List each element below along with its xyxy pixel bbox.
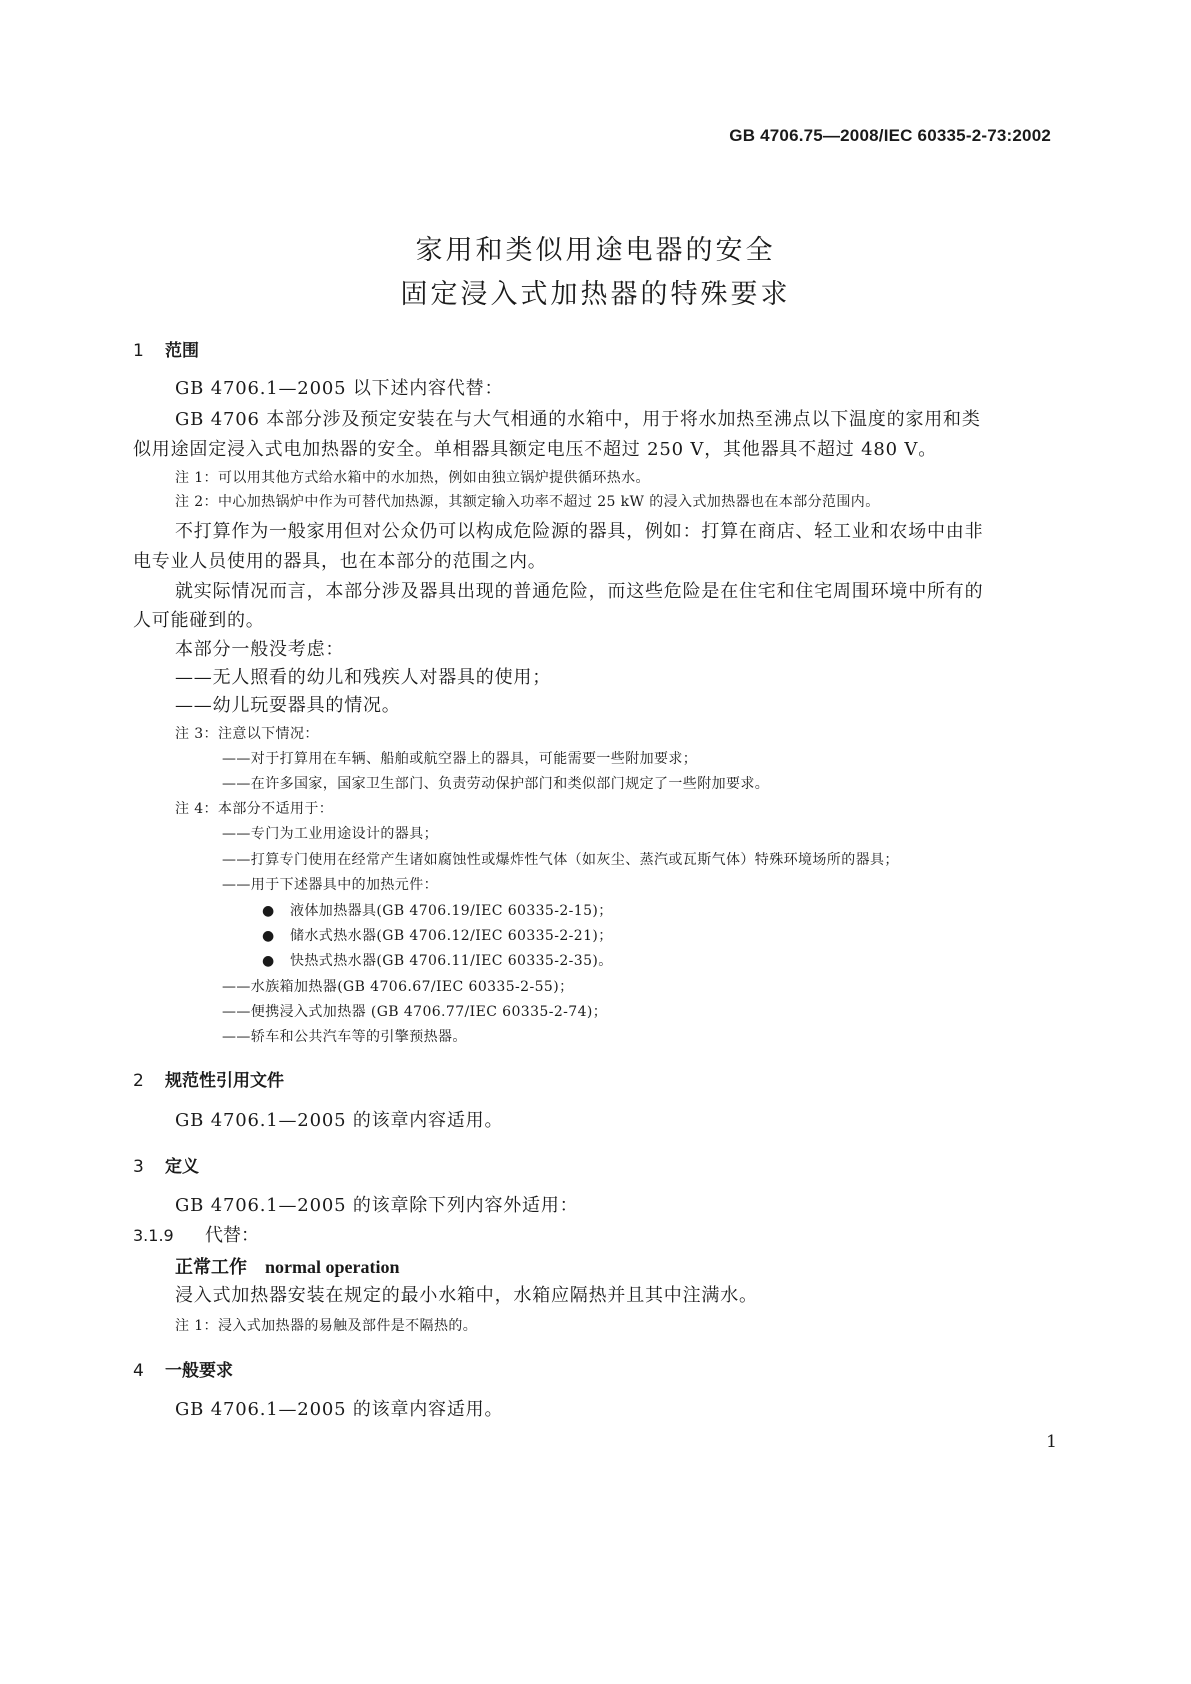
section-3-heading (133, 1152, 199, 1177)
paragraph: 就实际情况而言，本部分涉及器具出现的普通危险，而这些危险是在住宅和住宅周围环境中所有的 (175, 581, 984, 602)
paragraph: GB 4706.1—2005 的该章除下列内容外适用： (175, 1195, 579, 1216)
section-4-heading (133, 1356, 233, 1381)
note: 注 1：可以用其他方式给水箱中的水加热，例如由独立锅炉提供循环热水。 (175, 470, 650, 486)
paragraph: GB 4706.1—2005 以下述内容代替： (175, 378, 504, 399)
note-list-item: ——用于下述器具中的加热元件： (222, 877, 438, 893)
bullet-item (262, 950, 1152, 972)
clause-number: 3.1.9 (133, 1226, 174, 1245)
bullet-text: 液体加热器具(GB 4706.19/IEC 60335-2-15)； (290, 903, 613, 919)
section-number: 3 (133, 1157, 144, 1177)
page-number: 1 (1046, 1432, 1057, 1452)
paragraph: 不打算作为一般家用但对公众仍可以构成危险源的器具，例如：打算在商店、轻工业和农场中由非 (175, 521, 984, 542)
section-number: 1 (133, 341, 144, 361)
section-title: 一般要求 (165, 1361, 233, 1381)
section-2-heading (133, 1066, 284, 1091)
paragraph: GB 4706.1—2005 的该章内容适用。 (175, 1399, 504, 1420)
paragraph-continuation: 似用途固定浸入式电加热器的安全。单相器具额定电压不超过 250 V，其他器具不超过 480 V。 (133, 439, 937, 460)
term-chinese: 正常工作 (175, 1257, 247, 1278)
section-number: 4 (133, 1361, 144, 1381)
term-definition-heading (175, 1253, 400, 1279)
bullet-item (262, 925, 1152, 947)
note: 注 4：本部分不适用于： (175, 801, 334, 817)
clause (133, 1222, 259, 1250)
bullet-icon: ● (262, 953, 275, 969)
document-title-line2: 固定浸入式加热器的特殊要求 (400, 279, 791, 310)
note-list-item: ——轿车和公共汽车等的引擎预热器。 (222, 1029, 467, 1045)
term-english: normal operation (265, 1257, 400, 1277)
note-list-item: ——在许多国家，国家卫生部门、负责劳动保护部门和类似部门规定了一些附加要求。 (222, 776, 770, 792)
paragraph: 本部分一般没考虑： (175, 639, 345, 660)
note-list-item: ——对于打算用在车辆、船舶或航空器上的器具，可能需要一些附加要求； (222, 751, 698, 767)
list-item: ——幼儿玩耍器具的情况。 (175, 695, 401, 716)
definition-text: 浸入式加热器安装在规定的最小水箱中，水箱应隔热并且其中注满水。 (175, 1285, 758, 1306)
document-title-line1: 家用和类似用途电器的安全 (415, 235, 776, 266)
note: 注 3：注意以下情况： (175, 726, 319, 742)
section-title: 规范性引用文件 (165, 1071, 284, 1091)
standard-number: GB 4706.75—2008/IEC 60335-2-73:2002 (729, 126, 1051, 145)
paragraph: GB 4706 本部分涉及预定安装在与大气相通的水箱中，用于将水加热至沸点以下温度的家用和类 (175, 409, 981, 430)
section-1-heading (133, 336, 199, 361)
bullet-icon: ● (262, 903, 275, 919)
section-title: 范围 (165, 341, 199, 361)
bullet-item (262, 900, 1152, 922)
bullet-icon: ● (262, 928, 275, 944)
paragraph: GB 4706.1—2005 的该章内容适用。 (175, 1110, 504, 1131)
bullet-text: 储水式热水器(GB 4706.12/IEC 60335-2-21)； (290, 928, 613, 944)
paragraph-continuation: 人可能碰到的。 (133, 610, 265, 631)
note: 注 2：中心加热锅炉中作为可替代加热源，其额定输入功率不超过 25 kW 的浸入式加热器也在本部分范围内。 (175, 494, 880, 510)
note-list-item: ——打算专门使用在经常产生诸如腐蚀性或爆炸性气体（如灰尘、蒸汽或瓦斯气体）特殊环境场所的器具； (222, 852, 899, 868)
note: 注 1：浸入式加热器的易触及部件是不隔热的。 (175, 1318, 478, 1334)
note-list-item: ——专门为工业用途设计的器具； (222, 826, 438, 842)
section-number: 2 (133, 1071, 144, 1091)
list-item: ——无人照看的幼儿和残疾人对器具的使用； (175, 667, 551, 688)
clause-text: 代替： (205, 1225, 259, 1246)
note-list-item: ——水族箱加热器(GB 4706.67/IEC 60335-2-55)； (222, 979, 574, 995)
note-list-item: ——便携浸入式加热器 (GB 4706.77/IEC 60335-2-74)； (222, 1004, 608, 1020)
paragraph-continuation: 电专业人员使用的器具，也在本部分的范围之内。 (133, 551, 547, 572)
bullet-text: 快热式热水器(GB 4706.11/IEC 60335-2-35)。 (290, 953, 613, 969)
section-title: 定义 (165, 1157, 199, 1177)
